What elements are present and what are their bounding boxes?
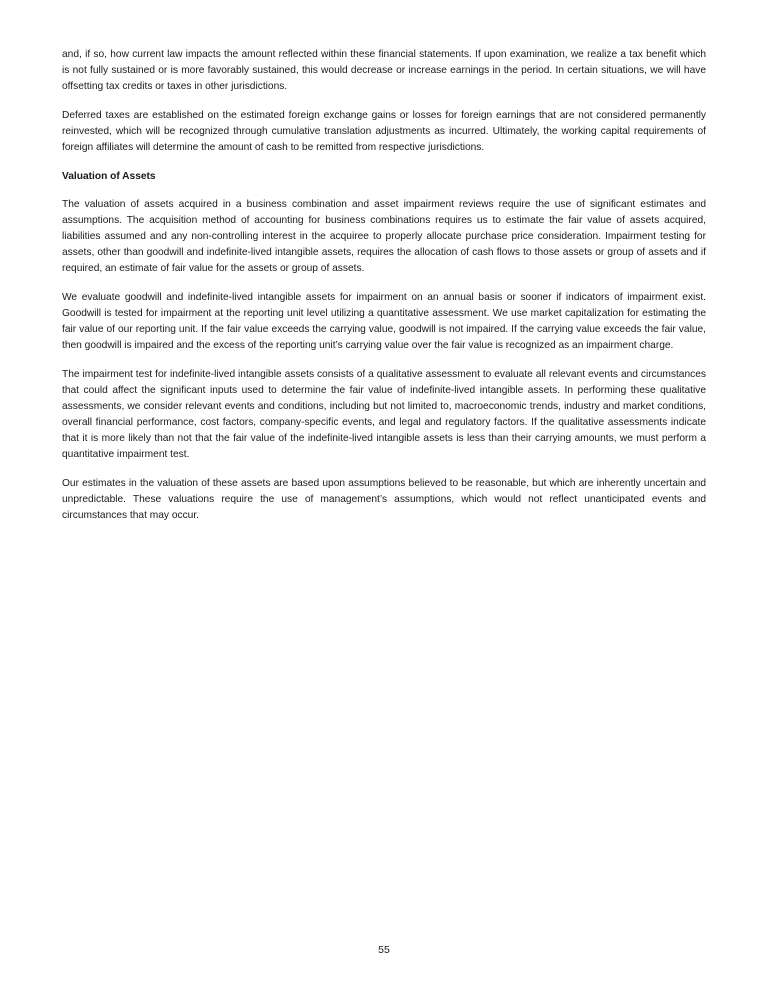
paragraph-estimates-assumptions: Our estimates in the valuation of these assets are based upon assumptions believed to be reasonable, but which are inherently uncertain and unpredictable. These valuations require the use of management’s assumptions, which would not reflect unanticipated events and circumstances that may occur. (62, 478, 706, 521)
page-number: 55 (378, 944, 390, 956)
document-body (62, 47, 706, 537)
paragraph-intangible-impairment-test: The impairment test for indefinite-lived intangible assets consists of a qualitative assessment to evaluate all relevant events and circumstances that could affect the significant inputs used to determine the fair value of indefinite-lived intangible assets. In performing these qualitative assessments, we consider relevant events and conditions, including but not limited to, macroeconomic trends, industry and market conditions, overall financial performance, cost factors, company-specific events, and legal and regulatory factors. If the qualitative assessments indicate that it is more likely than not that the fair value of the indefinite-lived intangible assets is less than their carrying amounts, we must perform a quantitative impairment test. (62, 369, 706, 460)
paragraph-asset-valuation: The valuation of assets acquired in a business combination and asset impairment reviews require the use of significant estimates and assumptions. The acquisition method of accounting for business combinations requires us to estimate the fair value of assets acquired, liabilities assumed and any non-controlling interest in the acquiree to properly allocate purchase price consideration. Impairment testing for assets, other than goodwill and indefinite-lived intangible assets, requires the allocation of cash flows to those assets or group of assets and if required, an estimate of fair value for the assets or group of assets. (62, 199, 706, 274)
section-heading-valuation-of-assets: Valuation of Assets (62, 171, 156, 182)
paragraph-tax-benefit: and, if so, how current law impacts the amount reflected within these financial statements. If upon examination, we realize a tax benefit which is not fully sustained or is more favorably sustained, this would decrease or increase earnings in the period. In certain situations, we will have offsetting tax credits or taxes in other jurisdictions. (62, 49, 706, 92)
paragraph-deferred-taxes: Deferred taxes are established on the estimated foreign exchange gains or losses for foreign earnings that are not considered permanently reinvested, which will be recognized through cumulative translation adjustments as incurred. Ultimately, the working capital requirements of foreign affiliates will determine the amount of cash to be remitted from respective jurisdictions. (62, 110, 706, 153)
paragraph-goodwill-impairment: We evaluate goodwill and indefinite-lived intangible assets for impairment on an annual basis or sooner if indicators of impairment exist. Goodwill is tested for impairment at the reporting unit level utilizing a quantitative assessment. We use market capitalization for estimating the fair value of our reporting unit. If the fair value exceeds the carrying value, goodwill is not impaired. If the carrying value exceeds the fair value, then goodwill is impaired and the excess of the reporting unit’s carrying value over the fair value is recognized as an impairment charge. (62, 292, 706, 351)
